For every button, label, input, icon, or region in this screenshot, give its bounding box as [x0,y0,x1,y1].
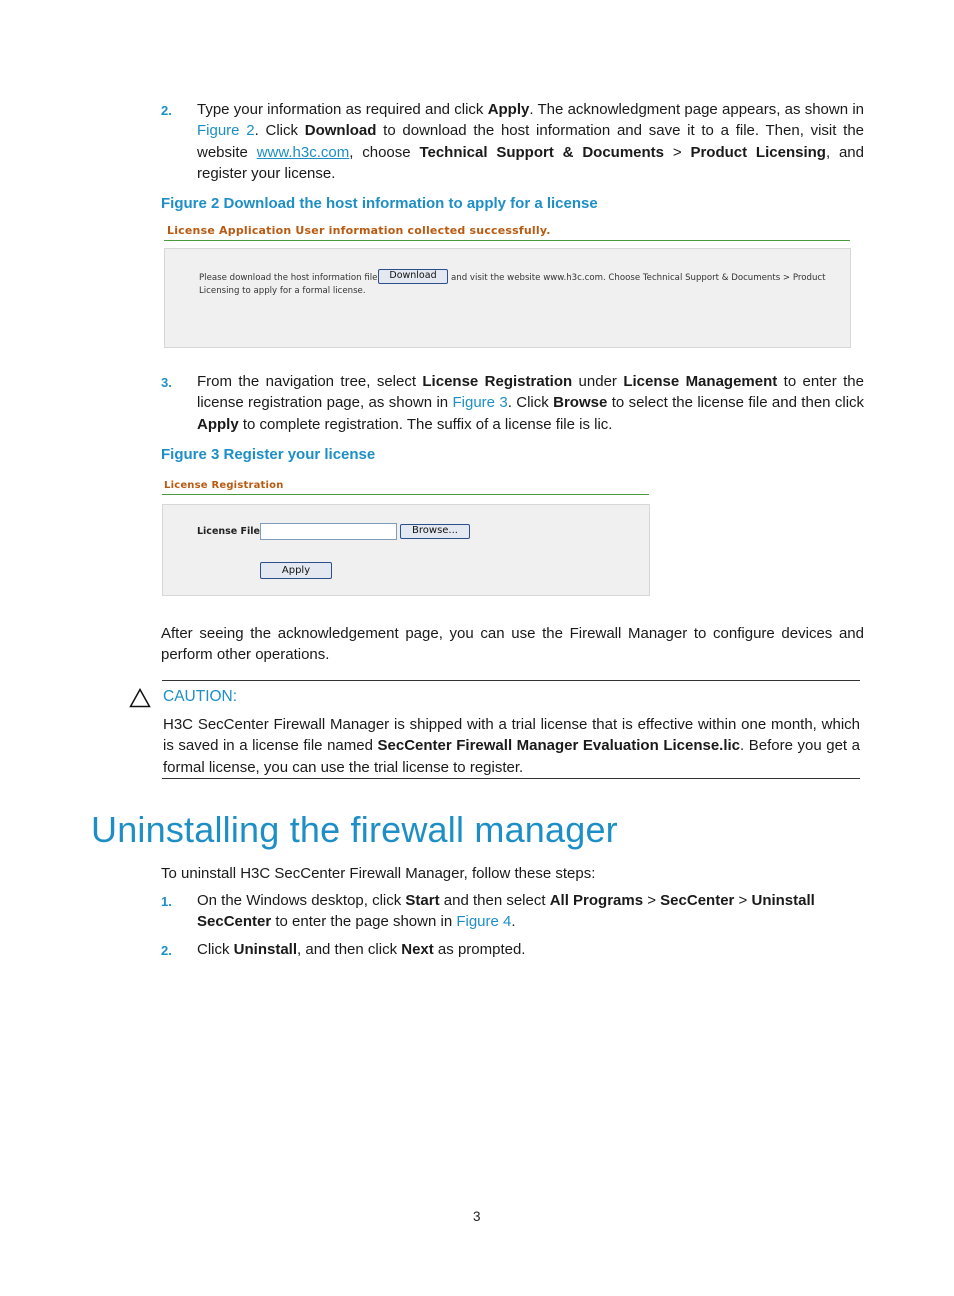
figure-2-text-line2: Licensing to apply for a formal license. [199,286,366,296]
bold-tech-support: Technical Support & Documents [419,143,665,161]
caution-bottom-rule [162,778,860,779]
text: . The acknowledgment page appears, as shown in [529,101,864,118]
bold-next: Next [401,941,434,958]
text: . [511,913,516,931]
step-2-paragraph [197,99,864,184]
figure-3-title: License Registration [164,480,284,491]
bold-seccenter: SecCenter [660,892,735,909]
text: , and register your license. [197,143,864,182]
text: . Click [507,394,554,412]
caution-label: CAUTION: [163,688,238,705]
figure-2-text-before: Please download the host information file [199,273,378,283]
text: to complete registration. The suffix of a license file is lic. [238,415,613,433]
bold-uninstall: Uninstall [233,941,298,958]
figure-2-title: License Application User information collected successfully. [167,224,551,237]
caution-top-rule [162,680,860,681]
figure-3-caption: Figure 3 Register your license [161,446,376,463]
apply-button[interactable]: Apply [260,562,332,579]
license-file-label: License File [197,526,260,537]
bold-all-programs: All Programs [549,892,644,909]
caution-paragraph [163,714,860,778]
license-file-input[interactable] [260,523,397,540]
text: From the navigation tree, select [197,373,423,390]
text: to select the license file and then click [607,394,865,412]
text: > [664,143,691,161]
uninstall-step-2-paragraph [197,939,864,960]
figure-3-link[interactable]: Figure 3 [452,394,508,412]
text: to enter the page shown in [271,913,457,931]
bold-start: Start [405,892,440,909]
caution-icon [129,688,151,708]
text: H3C SecCenter Firewall Manager is shipped with a trial license that is effective within one month, which is saved in a license file named [163,716,860,755]
figure-3-panel [162,504,650,596]
figure-2-caption: Figure 2 Download the host information to apply for a license [161,195,598,212]
figure-2-panel [164,248,851,348]
text: > [643,892,661,909]
text: and then select [439,892,550,909]
download-button[interactable]: Download [378,269,448,284]
bold-license-filename: SecCenter Firewall Manager Evaluation License.lic [377,737,741,755]
figure-2-link[interactable]: Figure 2 [197,122,255,140]
figure-3-rule [162,494,649,495]
bold-license-registration: License Registration [422,373,573,390]
step-number: 3. [161,375,172,390]
text: Click [197,941,234,958]
intro-paragraph: To uninstall H3C SecCenter Firewall Manager, follow these steps: [161,865,596,882]
text: . Click [254,122,305,140]
text: . Before you get a formal license, you can use the trial license to register. [163,737,860,776]
text: under [572,373,624,390]
text: > [734,892,752,909]
text: On the Windows desktop, click [197,892,406,909]
text: , and then click [297,941,402,958]
bold-uninstall-seccenter: Uninstall SecCenter [197,892,815,931]
text: as prompted. [433,941,526,958]
figure-2-text-after: and visit the website www.h3c.com. Choose Technical Support & Documents > Product [451,273,826,283]
uninstall-step-1-paragraph [197,890,837,933]
text: , choose [349,143,420,161]
bold-browse: Browse [553,394,608,412]
text: to download the host information and save it to a file. Then, visit the website [197,122,865,161]
bold-product-licensing: Product Licensing [690,143,826,161]
figure-2-rule [164,240,850,241]
bold-download: Download [304,122,377,140]
step-number: 2. [161,103,172,118]
bold-license-management: License Management [623,373,778,390]
text: Type your information as required and click [197,101,488,118]
step-3-paragraph [197,371,864,435]
step-number: 2. [161,943,172,958]
step-number: 1. [161,894,172,909]
website-link[interactable]: www.h3c.com [256,143,350,161]
text: to enter the license registration page, as shown in [197,373,864,412]
page-number: 3 [473,1209,481,1224]
bold-apply: Apply [197,415,239,433]
browse-button[interactable]: Browse... [400,524,470,539]
bold-apply: Apply [487,101,530,118]
section-heading: Uninstalling the firewall manager [91,809,618,850]
figure-4-link[interactable]: Figure 4 [456,913,512,931]
after-paragraph: After seeing the acknowledgement page, you can use the Firewall Manager to configure devices and perform other operations. [161,625,864,664]
